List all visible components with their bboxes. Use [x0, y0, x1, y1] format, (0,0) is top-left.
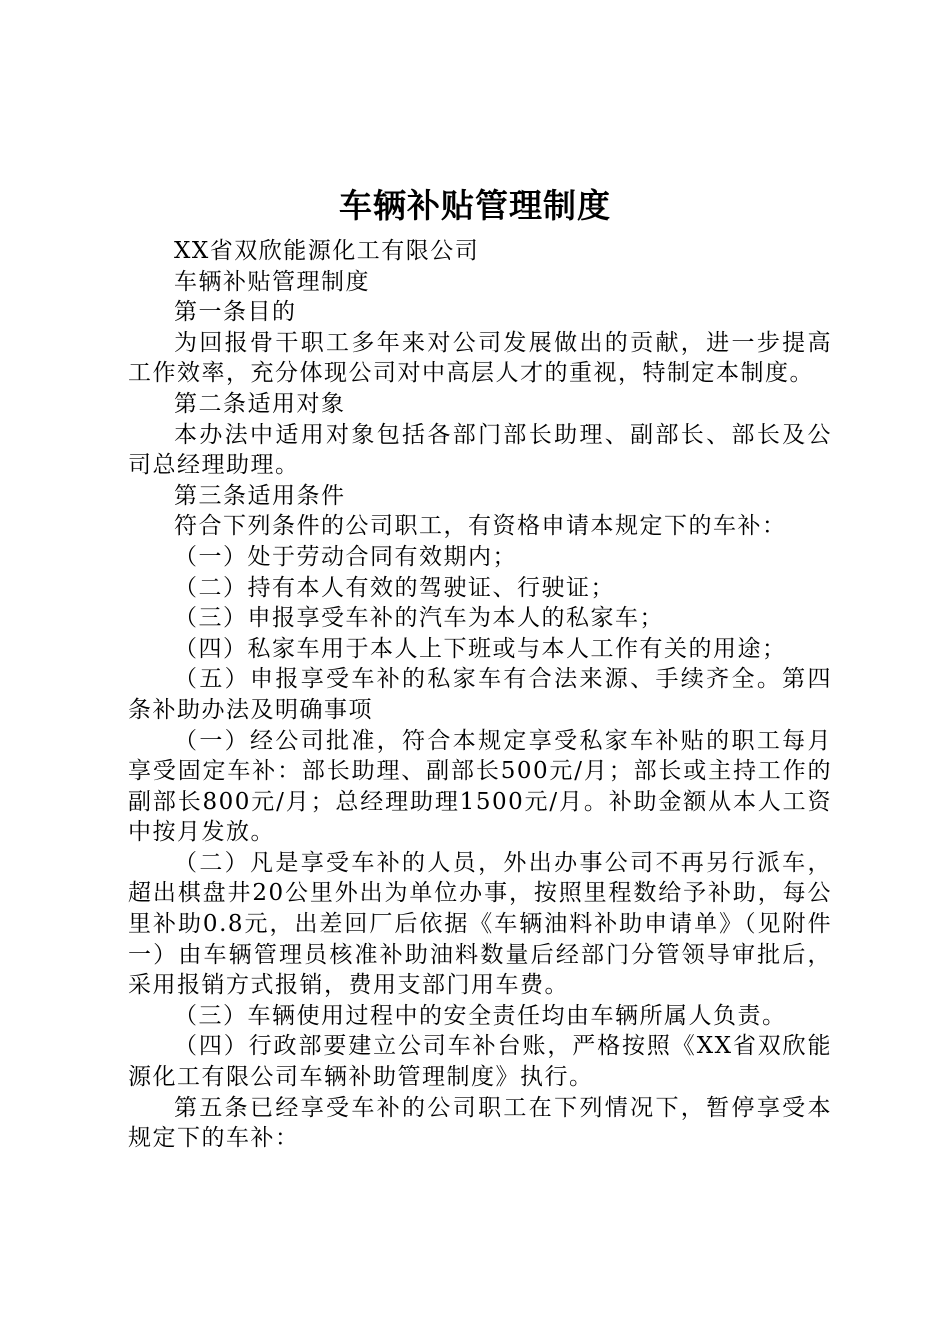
article-1-heading: 第一条目的	[174, 299, 297, 326]
article-2-text: 本办法中适用对象包括各部门部长助理、副部长、部长及公司总经理助理。	[128, 421, 832, 479]
company-name-line: XX省双欣能源化工有限公司	[174, 238, 480, 264]
article-2-heading: 第二条适用对象	[174, 390, 346, 417]
article-3-item-5: （五）申报享受车补的私家车有合法来源、手续齐全。第四条补助办法及明确事项	[128, 666, 832, 723]
article-4-item-3: （三）车辆使用过程中的安全责任均由车辆所属人负责。	[174, 1002, 787, 1029]
document-body	[128, 236, 832, 1154]
article-3-item-1: （一）处于劳动合同有效期内；	[174, 543, 517, 570]
article-5-text: 第五条已经享受车补的公司职工在下列情况下，暂停享受本规定下的车补：	[128, 1094, 832, 1152]
article-4-item-1: （一）经公司批准，符合本规定享受私家车补贴的职工每月享受固定车补：部长助理、副部长500元/月；部长或主持工作的副部长800元/月；总经理助理1500元/月。补助金额从本人工资中按月发放。	[128, 727, 832, 846]
article-1-text: 为回报骨干职工多年来对公司发展做出的贡献，进一步提高工作效率，充分体现公司对中高层人才的重视，特制定本制度。	[128, 329, 832, 387]
article-3-item-4: （四）私家车用于本人上下班或与本人工作有关的用途；	[174, 635, 787, 662]
subtitle-line: 车辆补贴管理制度	[174, 268, 370, 295]
article-3-item-3: （三）申报享受车补的汽车为本人的私家车；	[174, 605, 664, 632]
article-4-item-2: （二）凡是享受车补的人员，外出办事公司不再另行派车，超出棋盘井20公里外出为单位办事，按照里程数给予补助，每公里补助0.8元，出差回厂后依据《车辆油料补助申请单》（见附件一）由车辆管理员核准补助油料数量后经部门分管领导审批后，采用报销方式报销，费用支部门用车费。	[128, 849, 832, 999]
article-3-heading: 第三条适用条件	[174, 482, 346, 509]
article-3-item-2: （二）持有本人有效的驾驶证、行驶证；	[174, 574, 615, 601]
article-3-intro: 符合下列条件的公司职工，有资格申请本规定下的车补：	[174, 513, 787, 540]
article-4-item-4: （四）行政部要建立公司车补台账，严格按照《XX省双欣能源化工有限公司车辆补助管理制度》执行。	[128, 1033, 832, 1091]
document-title: 车辆补贴管理制度	[339, 186, 611, 225]
